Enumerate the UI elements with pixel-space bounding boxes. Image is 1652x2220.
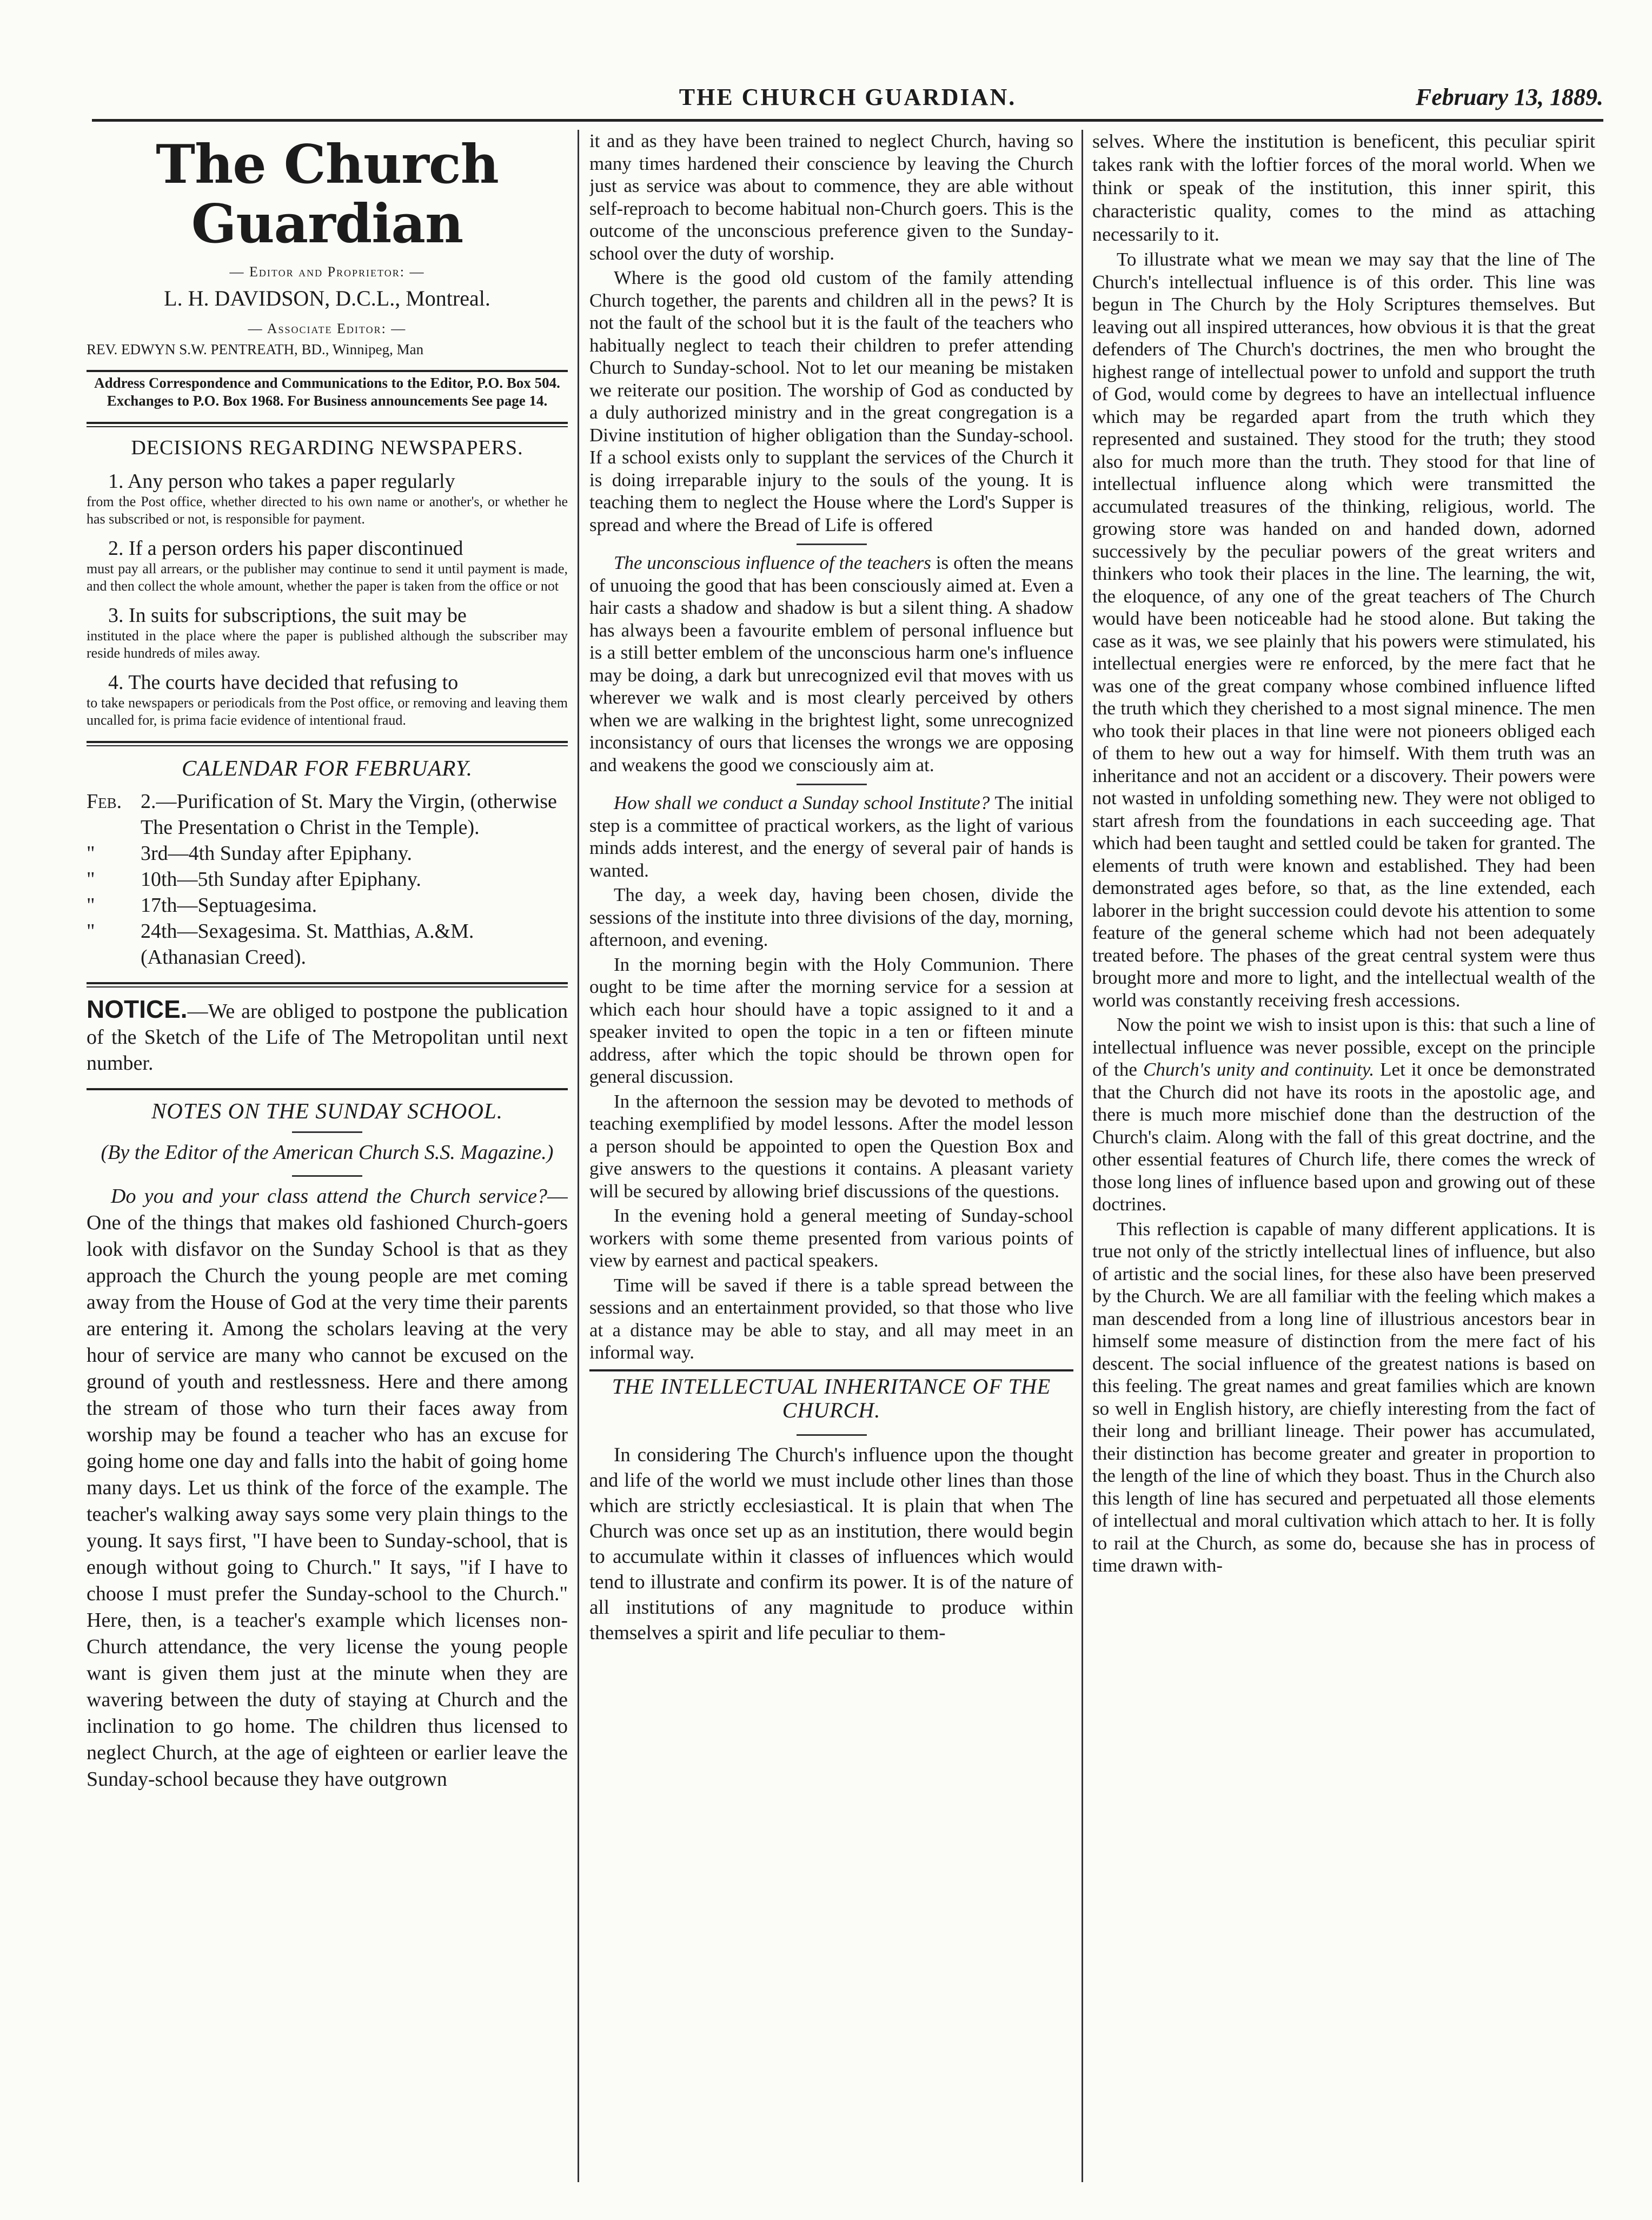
notes-lead: The unconscious influence of the teachers [614,552,931,573]
decision-lead: 2. If a person orders his paper discontinued [108,537,463,560]
editor-name: L. H. DAVIDSON, D.C.L., Montreal. [164,286,490,310]
address-notice: Address Correspondence and Communications to the Editor, P.O. Box 504. Exchanges to P.O. Box 1968. For Business announcements See page 14. [94,375,560,409]
inheritance-heading: THE INTELLECTUAL INHERITANCE OF THE CHURCH. [612,1374,1051,1422]
notes-paragraph: Time will be saved if there is a table spread between the sessions and an entertainment provided, so that those who live at a distance may be able to stay, and all may meet in an informal way. [589,1274,1073,1363]
decision-lead: 1. Any person who takes a paper regularly [108,470,455,493]
divider [87,982,568,984]
calendar-entry: 24th—Sexagesima. St. Matthias, A.&M. (Athanasian Creed). [141,920,474,969]
decision-item [87,671,568,729]
divider [87,370,568,372]
column-1 [87,130,568,2182]
notes-paragraph: The day, a week day, having been chosen, divide the sessions of the institute into three divisions of the day, morning, afternoon, and evening. [589,884,1073,950]
inheritance-text: Now the point we wish to insist upon is this: that such a line of intellectual influence was never possible, except on the principle of the [1092,1014,1595,1080]
calendar-heading: CALENDAR FOR FEBRUARY. [182,756,473,780]
calendar-row [87,866,568,892]
notes-lead: How shall we conduct a Sunday school Institute? [614,792,990,813]
divider [589,1369,1073,1371]
calendar-row [87,840,568,866]
decision-item [87,536,568,595]
running-head [92,81,1603,122]
column-3 [1092,130,1595,2182]
column-2 [589,130,1073,2182]
divider [87,422,568,424]
calendar-entry: 2.—Purification of St. Mary the Virgin, (otherwise The Presentation o Christ in the Temple). [141,790,557,839]
inheritance-emphasis: Church's unity and continuity. [1143,1059,1375,1080]
notice-text: —We are obliged to postpone the publication of the Sketch of the Life of The Metropolitan until next number. [87,1000,568,1075]
calendar-row [87,918,568,970]
issue-date: February 13, 1889. [1415,84,1603,110]
notes-paragraph: In the morning begin with the Holy Communion. There ought to be time after the morning service for a session at which each hour should have a topic assigned to it and a speaker invited to open the topic in a ten or fifteen minute address, after which the topic should be thrown open for general discussion. [589,953,1073,1087]
divider [87,1088,568,1090]
decision-text: from the Post office, whether directed to his own name or another's, or whether he has subscribed or not, is responsible for payment. [87,494,568,527]
divider [87,986,568,988]
decision-text: must pay all arrears, or the publisher may continue to send it until payment is made, and then collect the whole amount, whether the paper is taken from the office or not [87,561,568,594]
decision-text: to take newspapers or periodicals from the Post office, or removing and leaving them uncalled for, is prima facie evidence of intentional fraud. [87,695,568,728]
editor-label: — Editor and Proprietor: — [229,264,425,280]
calendar-entry: 17th—Septuagesima. [141,894,317,917]
notice-label: NOTICE. [87,995,188,1023]
notes-paragraph: Where is the good old custom of the family attending Church together, the parents and children all in the pews? It is not the fault of the school but it is the fault of the teachers who habitually neglect to teach their children to prefer attending Church to Sunday-school. Not to let our meaning be mistaken we reiterate our position. The worship of God as conducted by a duly authorized ministry and in the great congregation is a Divine institution of higher obligation than the Sunday-school. If a school exists only to supplant the services of the Church it is doing irreparable injury to the souls of the young. It is teaching them to neglect the House where the Lord's Supper is spread and where the Bread of Life is offered [589,267,1073,535]
calendar-month: " [87,842,95,865]
decision-item [87,469,568,528]
divider [87,745,568,746]
notes-heading: NOTES ON THE SUNDAY SCHOOL. [151,1098,503,1123]
calendar-entry: 10th—5th Sunday after Epiphany. [141,868,421,891]
notes-paragraph [87,1183,568,1793]
calendar-month: Feb. [87,790,122,813]
decision-lead: 3. In suits for subscriptions, the suit may be [108,604,467,627]
column-rule-1 [578,130,579,2182]
calendar-month: " [87,868,95,891]
notes-text: —One of the things that makes old fashioned Church-goers look with disfavor on the Sunday School is that as they approach the Church the young people are met coming away from the House of God at the very time their parents are entering it. Among the scholars leaving at the very hour of service are many who cannot be excused on the ground of youth and restlessness. Here and there among the stream of those who turn their faces away from worship may be found a teacher who has an excuse for going home one day and falls into the habit of going home many days. Let us think of the force of the example. The teacher's walking away says some very plain things to the young. It says first, "I have been to Sunday-school, that is enough without going to Church." It says, "if I have to choose I must prefer the Sunday-school to the Church." Here, then, is a teacher's example which licenses non-Church attendance, the very license the young people want is given them just at the minute when they are wavering between the duty of staying at Church and the inclination to go home. The children thus licensed to neglect Church, at the age of eighteen or earlier leave the Sunday-school because they have outgrown [87,1185,568,1791]
notes-paragraph [589,552,1073,776]
divider [87,741,568,743]
short-rule [797,784,867,785]
calendar-month: " [87,894,95,917]
notice-paragraph [87,996,568,1076]
calendar-row [87,788,568,840]
running-title: THE CHURCH GUARDIAN. [679,84,1017,110]
masthead-title: The Church Guardian [156,134,499,255]
inheritance-text: Let it once be demonstrated that the Church did not have its roots in the apostolic age, and there is much more mischief done than the destruction of the Church's claim. Along with the fall of this great doctrine, and the other essential features of Church life, there comes the wreck of those long lines of influence based upon and growing out of these doctrines. [1092,1059,1595,1215]
notes-byline: (By the Editor of the American Church S.S. Magazine.) [101,1141,554,1164]
short-rule [797,544,867,545]
decision-text: instituted in the place where the paper is published although the subscriber may reside hundreds of miles away. [87,628,568,661]
calendar-row [87,892,568,918]
notes-text: The initial step is a committee of practical workers, as the light of various minds adds interest, and the energy of several pair of hands is wanted. [589,792,1073,881]
inheritance-paragraph: selves. Where the institution is beneficent, this peculiar spirit takes rank with the loftier forces of the moral world. When we think or speak of the institution, this inner spirit, this characteristic quality, comes to the mind as attaching necessarily to it. [1092,130,1595,245]
notes-text: is often the means of unuoing the good that has been consciously aimed at. Even a hair casts a shadow and shadow is but a silent thing. A shadow has always been a favourite emblem of personal influence but is a still better emblem of the unconscious harm one's influence may be doing, a dark but unrecognized evil that moves with us wherever we walk and is most clearly perceived by others when we are walking in the brightest light, some unrecognized inconsistancy of ours that licenses the wrongs we are opposing and weakens the good we consciously aim at. [589,552,1073,776]
notes-paragraph: In the evening hold a general meeting of Sunday-school workers with some theme presented from various points of view by earnest and pactical speakers. [589,1205,1073,1271]
associate-editor-name: REV. EDWYN S.W. PENTREATH, BD., Winnipeg, Man [87,341,424,357]
inheritance-paragraph: This reflection is capable of many different applications. It is true not only of the strictly intellectual lines of influence, but also of artistic and the social lines, for these also have been preserved by the Church. We are all familiar with the feeling which makes a man descended from a long line of illustrious ancestors bear in himself some measure of distinction from the mere fact of his descent. The social influence of the greatest nations is based on this feeling. The great names and great families which are known so well in English history, are chiefly interesting from the fact of their long and brilliant lineage. Their power has accumulated, their distinction has become greater and greater in proportion to the length of the line of which they boast. Thus in the Church also this length of line has secured and perpetuated all those elements of intellectual and moral cultivation which attach to her. It is folly to rail at the Church, as some do, because she has in process of time drawn with- [1092,1218,1595,1576]
associate-editor-label: — Associate Editor: — [248,321,407,336]
calendar-month: " [87,920,95,943]
notes-lead: Do you and your class attend the Church service? [111,1185,547,1208]
short-rule [292,1175,362,1177]
divider [87,426,568,427]
inheritance-paragraph [1092,1013,1595,1216]
notes-paragraph: it and as they have been trained to neglect Church, having so many times hardened their conscience by leaving the Church just as service was about to commence, they are able without self-reproach to become habitual non-Church goers. This is the outcome of the unconscious preference given to the Sunday-school over the duty of worship. [589,130,1073,264]
calendar-entry: 3rd—4th Sunday after Epiphany. [141,842,412,865]
decision-item [87,604,568,662]
inheritance-paragraph: To illustrate what we mean we may say that the line of The Church's intellectual influence is of this order. This line was begun in The Church by the Holy Scriptures themselves. But leaving out all inspired utterances, how obvious it is that the great defenders of The Church's doctrines, the men who brought the highest range of intellectual power to unfold and support the truth of God, would come by degrees to have an intellectual influence which may be regarded apart from the truth which they represented and sustained. They stood for the truth; they stood also for much more than the truth. They stood for that line of intellectual influence along which were transmitted the accumulated treasures of the thinking, religious, world. The growing store was handed on and handed down, adorned successively by the peculiar powers of the great writers and thinkers who took their places in the line. The learning, the wit, the eloquence, of any one of the great teachers of The Church would have been noticeable had he stood alone. But taking the case as it was, we see plainly that his powers were stimulated, his intellectual energies were re enforced, by the mere fact that he was one of the great company whose combined influence lifted the truth which they cherished to a most signal minence. The men who took their places in that line were not pioneers obliged each of them to hew out a way for himself. With them truth was an inheritance and not an accident or a discovery. Their powers were not wasted in unfolding something new. They were not obliged to start afresh from the foundations in each succeeding age. That which had been taught and settled could be taken for granted. The elements of truth were known and established. They had been demonstrated ages before, so that, as the line extended, each laborer in the bright succession could devote his attention to some feature of the general scheme which had not been adequately treated before. The phases of the great central system were thus brought more and more to light, and the intellectual wealth of the world was constantly receiving fresh accessions. [1092,249,1595,1011]
short-rule [292,1131,362,1133]
notes-paragraph: In the afternoon the session may be devoted to methods of teaching exemplified by model lessons. After the model lesson a person should be appointed to open the Question Box and give answers to the questions it contains. A pleasant variety will be secured by allowing brief discussions of the questions. [589,1090,1073,1202]
decision-lead: 4. The courts have decided that refusing to [108,671,459,694]
decisions-heading: DECISIONS REGARDING NEWSPAPERS. [131,436,523,459]
column-rule-2 [1082,130,1083,2182]
notes-paragraph [589,792,1073,882]
inheritance-paragraph: In considering The Church's influence upon the thought and life of the world we must include other lines than those which are strictly ecclesiastical. It is plain that when The Church was once set up as an institution, there would begin to accumulate within it classes of influences which would tend to illustrate and confirm its power. It is of the nature of all institutions of any magnitude to produce within themselves a spirit and life peculiar to them- [589,1443,1073,1644]
short-rule [797,1434,867,1436]
